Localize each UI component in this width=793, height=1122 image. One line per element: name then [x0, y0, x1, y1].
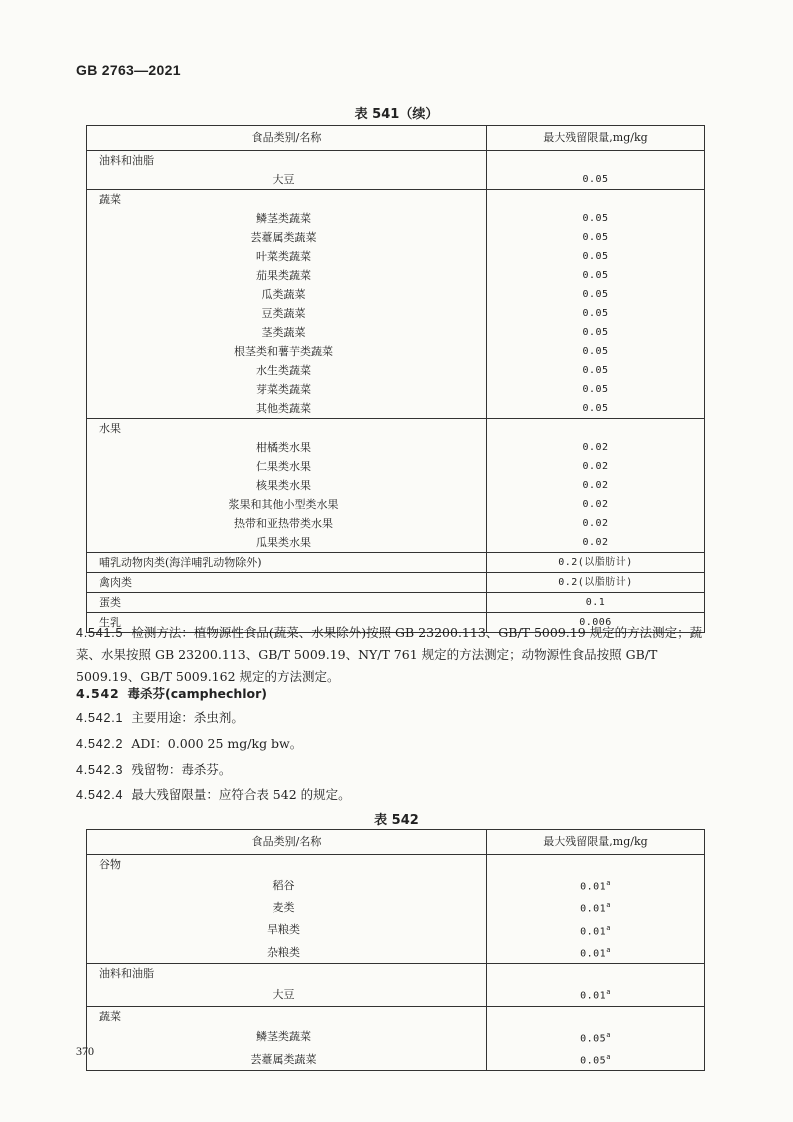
footnote-marker: a [606, 1052, 611, 1061]
mrl-value-cell: 0.05$^a$ [487, 1026, 705, 1048]
table-row [87, 573, 705, 593]
table-row [87, 190, 705, 210]
clause-number: 4.542.1 [76, 711, 124, 725]
paragraph-4-542-4 [76, 784, 716, 806]
clause-text: ADI：0.000 25 mg/kg bw。 [131, 736, 303, 751]
mrl-value-cell: 0.05 [487, 247, 705, 266]
mrl-value-cell: 0.2(以脂肪计) [487, 573, 705, 593]
table-row [87, 919, 705, 941]
food-category-cell: 大豆 [87, 170, 487, 190]
clause-text: 残留物：毒杀芬。 [131, 762, 232, 777]
footnote-marker: a [606, 879, 611, 887]
table-row [87, 874, 705, 896]
standard-code: GB 2763—2021 [76, 62, 181, 78]
mrl-value-cell: 0.05 [487, 304, 705, 323]
mrl-value-cell: 0.1 [487, 593, 705, 613]
footnote-marker: a [606, 988, 611, 997]
mrl-value-cell [487, 151, 705, 171]
table-row [87, 342, 705, 361]
table-row [87, 964, 705, 984]
mrl-value-cell: 0.02 [487, 457, 705, 476]
table-row [87, 419, 705, 439]
footnote-marker: a [606, 901, 611, 910]
mrl-value-cell: 0.05 [487, 209, 705, 228]
table-row [87, 438, 705, 457]
food-category-cell: 水果 [87, 419, 487, 439]
mrl-value-cell: 0.02 [487, 495, 705, 514]
food-category-cell: 稻谷 [87, 874, 487, 896]
table-row [87, 304, 705, 323]
food-category-cell: 浆果和其他小型类水果 [87, 495, 487, 514]
footnote-marker: a [606, 945, 611, 954]
food-category-cell: 谷物 [87, 855, 487, 875]
food-category-cell: 叶菜类蔬菜 [87, 247, 487, 266]
column-header-mrl: 最大残留限量,mg/kg [487, 126, 705, 151]
mrl-value-cell [487, 964, 705, 984]
column-header-mrl: 最大残留限量,mg/kg [487, 830, 705, 855]
table-row [87, 593, 705, 613]
clause-number: 4.542 [76, 686, 120, 701]
food-category-cell: 蔬菜 [87, 190, 487, 210]
clause-text: 最大残留限量：应符合表 542 的规定。 [131, 787, 351, 802]
food-category-cell: 芽菜类蔬菜 [87, 380, 487, 399]
table-header-row [87, 126, 705, 151]
food-category-cell: 油料和油脂 [87, 964, 487, 984]
food-category-cell: 鳞茎类蔬菜 [87, 1026, 487, 1048]
food-category-cell: 柑橘类水果 [87, 438, 487, 457]
column-header-food: 食品类别/名称 [87, 830, 487, 855]
food-category-cell: 油料和油脂 [87, 151, 487, 171]
table-542 [86, 829, 705, 1071]
mrl-value-cell: 0.05 [487, 342, 705, 361]
table-row [87, 1006, 705, 1026]
mrl-value-cell: 0.05 [487, 323, 705, 342]
clause-number: 4.542.3 [76, 763, 124, 777]
mrl-value-cell: 0.01$^a$ [487, 941, 705, 964]
mrl-value-cell: 0.01$^a$ [487, 896, 705, 918]
mrl-value-cell: 0.05 [487, 170, 705, 190]
table-541 [86, 125, 705, 633]
table-row [87, 285, 705, 304]
food-category-cell: 热带和亚热带类水果 [87, 514, 487, 533]
table-row [87, 896, 705, 918]
food-category-cell: 仁果类水果 [87, 457, 487, 476]
food-category-cell: 茄果类蔬菜 [87, 266, 487, 285]
mrl-value-cell: 0.05 [487, 266, 705, 285]
food-category-cell: 瓜类蔬菜 [87, 285, 487, 304]
table-row [87, 476, 705, 495]
mrl-value-cell: 0.01$^a$ [487, 983, 705, 1006]
heading-4-542 [76, 683, 716, 705]
page-number: 370 [76, 1044, 94, 1058]
table-row [87, 399, 705, 419]
food-category-cell: 生乳 [87, 613, 487, 633]
table-542-caption: 表 542 [374, 813, 419, 828]
food-category-cell: 大豆 [87, 983, 487, 1006]
mrl-value-cell: 0.05 [487, 228, 705, 247]
food-category-cell: 核果类水果 [87, 476, 487, 495]
mrl-value-cell: 0.01$^a$ [487, 874, 705, 896]
table-row [87, 983, 705, 1006]
food-category-cell: 蛋类 [87, 593, 487, 613]
food-category-cell: 芸薹属类蔬菜 [87, 228, 487, 247]
table-row [87, 380, 705, 399]
food-category-cell: 其他类蔬菜 [87, 399, 487, 419]
mrl-value-cell [487, 1006, 705, 1026]
table-row [87, 170, 705, 190]
food-category-cell: 豆类蔬菜 [87, 304, 487, 323]
mrl-value-cell: 0.05 [487, 399, 705, 419]
table-row [87, 941, 705, 964]
mrl-value-cell: 0.05 [487, 285, 705, 304]
table-row [87, 514, 705, 533]
mrl-value-cell: 0.2(以脂肪计) [487, 553, 705, 573]
clause-number: 4.542.4 [76, 788, 124, 802]
food-category-cell: 瓜果类水果 [87, 533, 487, 553]
paragraph-4-541-5 [76, 622, 716, 688]
clause-text: 主要用途：杀虫剂。 [131, 710, 244, 725]
table-row [87, 855, 705, 875]
mrl-value-cell: 0.02 [487, 514, 705, 533]
table-row [87, 266, 705, 285]
clause-number: 4.542.2 [76, 737, 124, 751]
food-category-cell: 杂粮类 [87, 941, 487, 964]
table-row [87, 533, 705, 553]
food-category-cell: 芸薹属类蔬菜 [87, 1048, 487, 1071]
clause-number: 4.541.5 [76, 626, 124, 640]
food-category-cell: 水生类蔬菜 [87, 361, 487, 380]
food-category-cell: 麦类 [87, 896, 487, 918]
mrl-value-cell: 0.01$^a$ [487, 919, 705, 941]
food-category-cell: 蔬菜 [87, 1006, 487, 1026]
table-541-caption: 表 541（续） [354, 107, 439, 122]
table-row [87, 553, 705, 573]
mrl-value-cell: 0.05 [487, 361, 705, 380]
table-row [87, 247, 705, 266]
table-header-row [87, 830, 705, 855]
mrl-value-cell [487, 419, 705, 439]
table-row [87, 457, 705, 476]
food-category-cell: 旱粮类 [87, 919, 487, 941]
table-row [87, 228, 705, 247]
table-row [87, 209, 705, 228]
mrl-value-cell: 0.05$^a$ [487, 1048, 705, 1071]
mrl-value-cell [487, 190, 705, 210]
column-header-food: 食品类别/名称 [87, 126, 487, 151]
mrl-value-cell: 0.02 [487, 533, 705, 553]
table-row [87, 495, 705, 514]
food-category-cell: 茎类蔬菜 [87, 323, 487, 342]
table-row [87, 1048, 705, 1071]
section-heading: 毒杀芬(camphechlor) [127, 686, 268, 701]
clause-text: 检测方法：植物源性食品(蔬菜、水果除外)按照 GB 23200.113、GB/T 5009.19 规定的方法测定；蔬菜、水果按照 GB 23200.113、GB/T 5009.19、NY/T 761 规定的方法测定；动物源性食品按照 GB/T 5009.19、GB/T 5009.162 规定的方法测定。 [76, 625, 703, 684]
food-category-cell: 哺乳动物肉类(海洋哺乳动物除外) [87, 553, 487, 573]
table-row [87, 151, 705, 171]
mrl-value-cell: 0.02 [487, 476, 705, 495]
paragraph-4-542-1 [76, 707, 716, 729]
mrl-value-cell: 0.006 [487, 613, 705, 633]
paragraph-4-542-2 [76, 733, 716, 755]
mrl-value-cell: 0.05 [487, 380, 705, 399]
food-category-cell: 禽肉类 [87, 573, 487, 593]
footnote-marker: a [606, 923, 611, 932]
food-category-cell: 鳞茎类蔬菜 [87, 209, 487, 228]
mrl-value-cell [487, 855, 705, 875]
table-row [87, 361, 705, 380]
footnote-marker: a [606, 1030, 611, 1039]
table-row [87, 1026, 705, 1048]
paragraph-4-542-3 [76, 759, 716, 781]
mrl-value-cell: 0.02 [487, 438, 705, 457]
food-category-cell: 根茎类和薯芋类蔬菜 [87, 342, 487, 361]
table-row [87, 323, 705, 342]
